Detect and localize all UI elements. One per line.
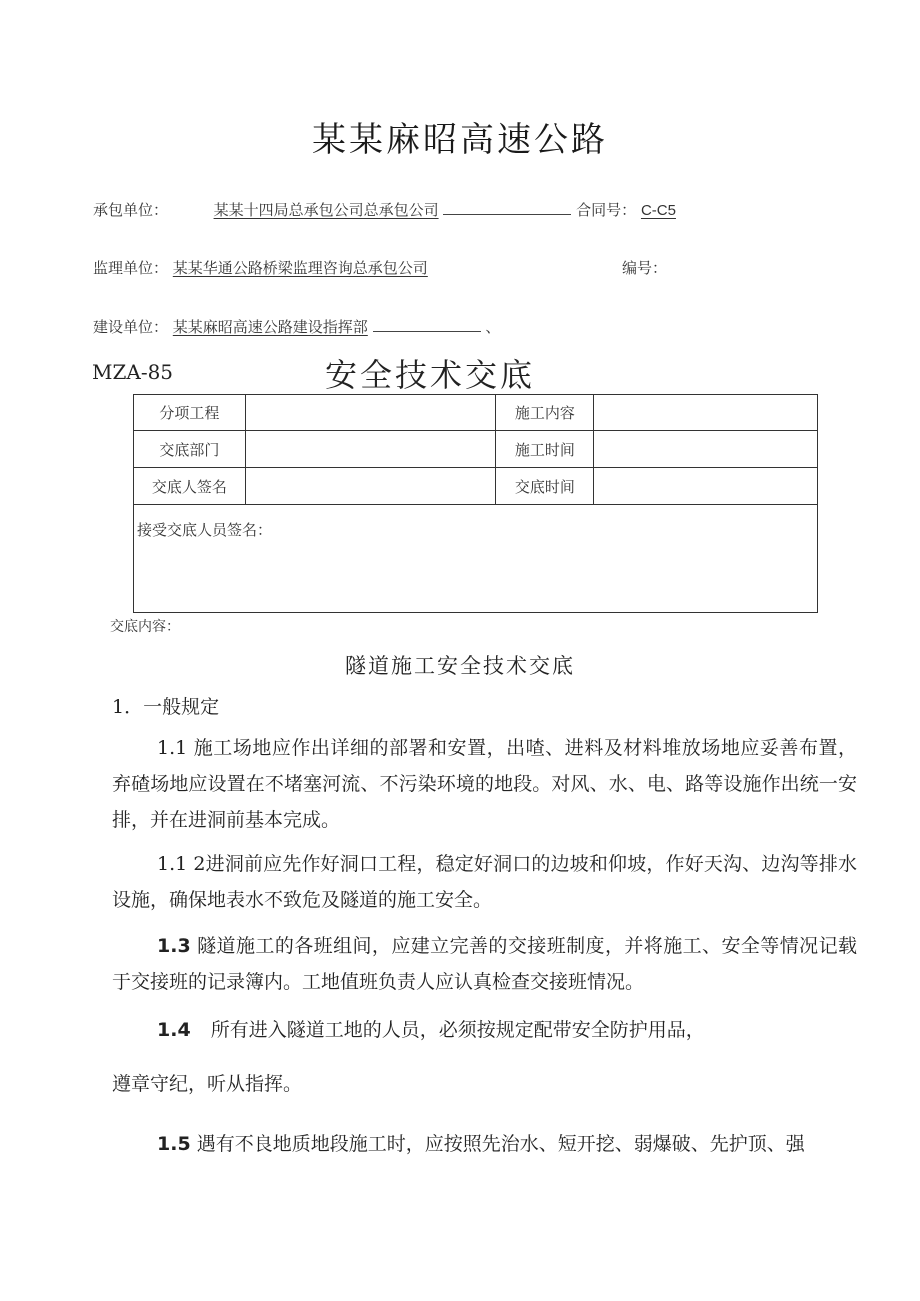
- work-time-field[interactable]: [594, 431, 818, 468]
- builder-blank: [373, 330, 481, 332]
- contractor-row: [93, 199, 676, 220]
- builder-value: 某某麻昭高速公路建设指挥部: [172, 318, 368, 336]
- sub-project-label: 分项工程: [134, 395, 246, 431]
- page-title: 某某麻昭高速公路: [312, 120, 608, 160]
- paragraph-text: 所有进入隧道工地的人员，必须按规定配带安全防护用品，: [210, 1019, 705, 1041]
- paragraph-1-4-continued: 遵章守纪，听从指挥。: [112, 1073, 303, 1095]
- contractor-value: 某某十四局总承包公司总承包公司: [213, 201, 439, 219]
- paragraph-number: 1.4: [157, 1019, 191, 1041]
- contract-no-value: C-C5: [640, 202, 676, 219]
- paragraph-1-4: [112, 1012, 857, 1048]
- briefing-time-field[interactable]: [594, 468, 818, 505]
- heading-general-rules: 1．一般规定: [112, 696, 220, 718]
- table-row: [134, 505, 818, 613]
- briefing-time-label: 交底时间: [496, 468, 594, 505]
- paragraph-number: 1.3: [157, 935, 191, 957]
- builder-row: [93, 316, 500, 337]
- paragraph-number: 1.1: [157, 737, 188, 759]
- briefer-signature-field[interactable]: [245, 468, 496, 505]
- paragraph-1-3: [112, 928, 857, 1000]
- builder-mark: 、: [485, 318, 501, 336]
- serial-label: 编号：: [622, 259, 668, 277]
- table-row: [134, 468, 818, 505]
- department-label: 交底部门: [134, 431, 246, 468]
- table-row: [134, 431, 818, 468]
- supervisor-value: 某某华通公路桥梁监理咨询总承包公司: [172, 259, 428, 277]
- paragraph-1-5: [112, 1126, 857, 1162]
- paragraph-1-2: [112, 846, 857, 918]
- contractor-blank: [443, 213, 571, 215]
- department-field[interactable]: [245, 431, 496, 468]
- paragraph-text: 施工场地应作出详细的部署和安置，出喳、进料及材料堆放场地应妥善布置，弃碴场地应设置在不堵塞河流、不污染环境的地段。对风、水、电、路等设施作出统一安排，并在进洞前基本完成。: [112, 737, 857, 831]
- recipients-signature-area[interactable]: [134, 505, 818, 613]
- builder-label: 建设单位：: [93, 318, 169, 336]
- table-row: [134, 395, 818, 431]
- content-label: 交底内容：: [110, 619, 180, 635]
- recipients-signature-label: 接受交底人员签名：: [137, 521, 273, 539]
- contract-no-label: 合同号：: [576, 201, 637, 219]
- supervisor-label: 监理单位：: [93, 259, 169, 277]
- paragraph-text: 进洞前应先作好洞口工程，稳定好洞口的边坡和仰坡，作好天沟、边沟等排水设施，确保地表水不致危及隧道的施工安全。: [112, 853, 857, 911]
- work-time-label: 施工时间: [496, 431, 594, 468]
- paragraph-number: 1.5: [157, 1133, 191, 1155]
- briefer-signature-label: 交底人签名: [134, 468, 246, 505]
- contractor-label: 承包单位：: [93, 201, 169, 219]
- supervisor-row: [93, 257, 428, 278]
- section-title: 隧道施工安全技术交底: [345, 654, 575, 678]
- form-title: 安全技术交底: [325, 356, 536, 394]
- work-content-label: 施工内容: [496, 395, 594, 431]
- work-content-field[interactable]: [594, 395, 818, 431]
- paragraph-text: 遇有不良地质地段施工时，应按照先治水、短开挖、弱爆破、先护顶、强: [196, 1133, 805, 1155]
- paragraph-text: 隧道施工的各班组间，应建立完善的交接班制度，并将施工、安全等情况记载于交接班的记录簿内。工地值班负责人应认真检查交接班情况。: [112, 935, 857, 993]
- paragraph-1-1: [112, 730, 857, 838]
- paragraph-number: 1.1 2: [157, 853, 206, 875]
- form-code: MZA-85: [92, 360, 174, 384]
- sub-project-field[interactable]: [245, 395, 496, 431]
- info-table: [133, 394, 818, 613]
